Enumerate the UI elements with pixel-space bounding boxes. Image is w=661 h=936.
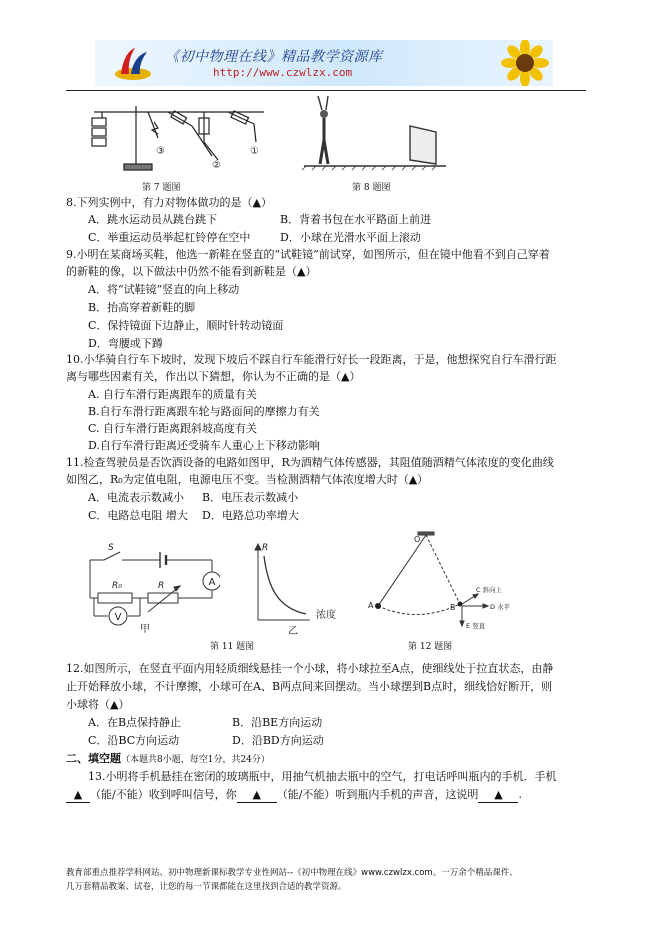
voltmeter-icon	[109, 607, 127, 625]
header-title: 《初中物理在线》精品教学资源库	[165, 49, 383, 65]
r-label: R	[158, 581, 165, 591]
q12-option-d: D．沿BD方向运动	[232, 734, 324, 747]
fig7-label-1: ①	[250, 146, 259, 157]
q12-option-a: A．在B点保持静止	[88, 716, 182, 729]
q11-option-c: C．电路总电阻 增大	[88, 509, 188, 522]
q13-blank-2: ▲	[237, 788, 277, 803]
q10-option-c: C. 自行车滑行距离跟斜坡高度有关	[88, 422, 258, 435]
pendulum-label-a: A	[368, 601, 374, 610]
q11-option-a: A．电流表示数减小	[88, 491, 184, 504]
q11-option-b: B．电压表示数减小	[202, 491, 299, 504]
fig12-caption: 第 12 题图	[408, 642, 453, 652]
figure-7-diagram	[88, 100, 268, 178]
logo-icon	[113, 44, 153, 82]
ammeter-label: A	[208, 577, 216, 588]
pendulum-label-e: E 竖直	[466, 622, 486, 630]
q8-option-d: D．小球在光滑水平面上滚动	[280, 231, 421, 244]
fig11-tag-yi: 乙	[288, 626, 298, 637]
q11-line-1: 11.检查驾驶员是否饮酒设备的电路如图甲，R为酒精气体传感器，其阻值随酒精气体浓度的变化曲线	[66, 456, 554, 469]
q13-end: .	[518, 788, 522, 801]
ammeter-icon	[203, 572, 220, 590]
sunflower-icon	[493, 40, 553, 86]
q8-option-a: A．跳水运动员从跳台跳下	[88, 213, 217, 226]
q9-option-d: D．弯腰或下蹲	[88, 337, 163, 350]
q12-option-c: C．沿BC方向运动	[88, 734, 180, 747]
fig11-tag-jia: 甲	[140, 624, 150, 635]
q8-stem: 8.下列实例中，有力对物体做功的是（▲）	[66, 196, 272, 209]
fig7-caption: 第 7 题图	[142, 183, 181, 193]
q10-line-1: 10.小华骑自行车下坡时，发现下坡后不踩自行车能滑行好长一段距离，于是，他想探究自行车滑行距	[66, 353, 557, 366]
fig11-caption: 第 11 题图	[210, 642, 255, 652]
q10-option-d: D.自行车滑行距离还受骑车人重心上下移动影响	[88, 439, 320, 452]
pendulum-label-c: C 斜向上	[476, 586, 503, 594]
figure-11-graph	[248, 538, 360, 638]
figure-11-circuit	[80, 540, 220, 636]
q8-option-b: B．背着书包在水平路面上前进	[280, 213, 432, 226]
q13-line-1: 13.小明将手机悬挂在密闭的玻璃瓶中，用抽气机抽去瓶中的空气，打电话呼叫瓶内的手机．手机	[88, 770, 557, 783]
q11-option-d: D．电路总功率增大	[202, 509, 299, 522]
q13-blank-1: ▲	[66, 788, 90, 803]
q9-option-a: A．将“试鞋镜”竖直的向上移动	[88, 283, 240, 296]
pendulum-label-o: O	[414, 535, 421, 544]
fig7-label-2: ②	[212, 160, 221, 171]
q9-line-1: 9.小明在某商场买鞋，他选一新鞋在竖直的“试鞋镜”前试穿，如图所示，但在镜中他看不到自己穿着	[66, 248, 550, 261]
q10-line-2: 离与哪些因素有关，作出以下猜想，你认为不正确的是（▲）	[66, 370, 361, 383]
pendulum-label-d: D 水平	[490, 603, 511, 611]
q12-line-2: 止开始释放小球，不计摩擦，小球可在A、B两点间来回摆动。当小球摆到B点时，细线恰好断开，则	[66, 680, 553, 693]
r0-label: R₀	[112, 581, 122, 591]
q13-blank-3: ▲	[478, 788, 518, 803]
q12-line-3: 小球将（▲）	[66, 698, 130, 711]
q9-option-b: B．抬高穿着新鞋的脚	[88, 301, 196, 314]
header-banner	[95, 40, 553, 86]
q9-option-c: C．保持镜面下边静止，顺时针转动镜面	[88, 319, 284, 332]
q11-line-2: 如图乙，R₀为定值电阻，电源电压不变。当检测酒精气体浓度增大时（▲）	[66, 473, 429, 486]
header-url[interactable]: http://www.czwlzx.com	[213, 66, 353, 79]
switch-label: S	[108, 543, 114, 553]
graph-axis-y-label: R	[262, 543, 269, 553]
section-2-heading	[66, 752, 270, 767]
q10-option-b: B.自行车滑行距离跟车轮与路面间的摩擦力有关	[88, 405, 320, 418]
q13-line-2	[66, 788, 522, 803]
fig8-caption: 第 8 题图	[352, 183, 391, 193]
q9-line-2: 的新鞋的像，以下做法中仍然不能看到新鞋是（▲）	[66, 265, 317, 278]
fig7-label-3: ③	[156, 146, 165, 157]
voltmeter-label: V	[114, 612, 122, 623]
pendulum-label-b: B	[450, 603, 456, 612]
figure-12-pendulum	[364, 528, 534, 634]
q12-line-1: 12.如图所示，在竖直平面内用轻质细线悬挂一个小球，将小球拉至A点，使细线处于拉直状态，由静	[66, 662, 554, 675]
q13-text-2: （能/不能）听到瓶内手机的声音，这说明	[276, 788, 479, 801]
footer-line-1: 教育部重点推荐学科网站、初中物理新课标教学专业性网站--《初中物理在线》www.czwlzx.com。一万余个精品课件、	[66, 868, 518, 878]
figure-8-diagram	[300, 92, 450, 172]
graph-axis-x-label: 浓度	[316, 610, 336, 621]
q13-text-1: （能/不能）收到呼叫信号，你	[90, 788, 237, 801]
q10-option-a: A. 自行车滑行距离跟车的质量有关	[88, 388, 257, 401]
q12-option-b: B．沿BE方向运动	[232, 716, 323, 729]
section-2-title: 二、填空题	[66, 752, 121, 765]
section-2-note: （本题共8小题，每空1分，共24分）	[121, 755, 270, 765]
q8-option-c: C．举重运动员举起杠铃停在空中	[88, 231, 251, 244]
header-rule	[66, 90, 586, 91]
footer-line-2: 几万套精品教案、试卷，让您的每一节课都能在这里找到合适的教学资源。	[66, 882, 347, 892]
